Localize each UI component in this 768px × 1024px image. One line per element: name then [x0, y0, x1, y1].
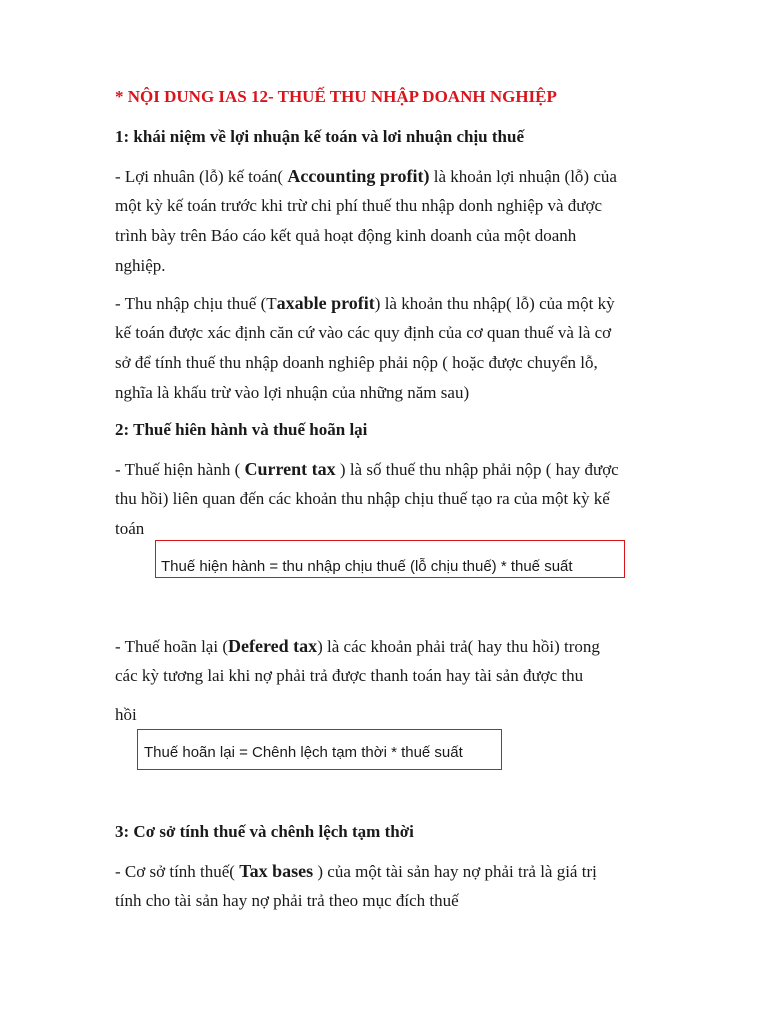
- s1-p1-line-2: một kỳ kế toán trước khi trừ chi phí thuế thu nhập donh nghiệp và được: [115, 196, 603, 215]
- section-3-heading: 3: Cơ sở tính thuế và chênh lệch tạm thời: [115, 822, 414, 841]
- s2-p2-l1-pre: - Thuế hoãn lại (: [115, 637, 228, 656]
- s2-p1-line-2: thu hồi) liên quan đến các khoản thu nhập chịu thuế tạo ra của một kỳ kế: [115, 489, 610, 508]
- s2-p1-line-3: toán: [115, 519, 145, 538]
- document-title: * NỘI DUNG IAS 12- THUẾ THU NHẬP DOANH NGHIỆP: [115, 87, 557, 106]
- s2-p2-line-1: [115, 637, 600, 655]
- term-current-tax: Current tax: [244, 459, 336, 479]
- s2-p1-l1-post: ) là số thuế thu nhập phải nộp ( hay được: [339, 460, 619, 479]
- term-tax-bases: Tax bases: [239, 861, 314, 881]
- s1-p2-line-3: sở để tính thuế thu nhập doanh nghiêp phải nộp ( hoặc được chuyển lỗ,: [115, 353, 598, 372]
- s1-p1-line-3: trình bày trên Báo cáo kết quả hoạt động kinh doanh của một doanh: [115, 226, 577, 245]
- s1-p2-line-2: kế toán được xác định căn cứ vào các quy định của cơ quan thuế và là cơ: [115, 323, 612, 342]
- s1-p1-l1-pre: - Lợi nhuân (lỗ) kế toán(: [115, 167, 284, 186]
- formula-deferred-tax: Thuế hoãn lại = Chênh lệch tạm thời * thuế suất: [144, 744, 463, 761]
- s2-p1-line-1: [115, 460, 619, 478]
- s3-p1-l1-pre: - Cơ sở tính thuế(: [115, 862, 235, 881]
- term-taxable-profit: axable profit: [276, 293, 375, 313]
- s1-p2-l1-post: ) là khoản thu nhập( lỗ) của một kỳ: [374, 294, 615, 313]
- s2-p1-l1-pre: - Thuế hiện hành (: [115, 460, 241, 479]
- term-defered-tax: Defered tax: [227, 636, 318, 656]
- s1-p1-line-4: nghiệp.: [115, 256, 166, 275]
- section-1-heading: 1: khái niệm về lợi nhuận kế toán và lơi nhuận chịu thuế: [115, 127, 524, 146]
- s3-p1-line-1: [115, 862, 597, 880]
- s2-p2-line-2: các kỳ tương lai khi nợ phải trả được thanh toán hay tài sản được thu: [115, 666, 584, 685]
- s2-p2-l1-post: ) là các khoản phải trả( hay thu hồi) trong: [317, 637, 600, 656]
- term-accounting-profit: Accounting profit): [287, 166, 430, 186]
- s3-p1-l1-post: ) của một tài sản hay nợ phải trả là giá trị: [317, 862, 597, 881]
- s1-p1-line-1: [115, 167, 617, 185]
- section-2-heading: 2: Thuế hiên hành và thuế hoãn lại: [115, 420, 368, 439]
- s1-p2-line-1: [115, 294, 615, 312]
- s1-p1-l1-post: là khoản lợi nhuận (lỗ) của: [433, 167, 617, 186]
- s1-p2-line-4: nghĩa là khấu trừ vào lợi nhuận của những năm sau): [115, 383, 470, 402]
- s1-p2-l1-pre: - Thu nhập chịu thuế (T: [115, 294, 277, 313]
- s3-p1-line-2: tính cho tài sản hay nợ phải trả theo mục đích thuế: [115, 891, 459, 910]
- formula-current-tax: Thuế hiện hành = thu nhập chịu thuế (lỗ chịu thuế) * thuế suất: [161, 558, 573, 575]
- s2-p2-line-3: hồi: [115, 705, 137, 724]
